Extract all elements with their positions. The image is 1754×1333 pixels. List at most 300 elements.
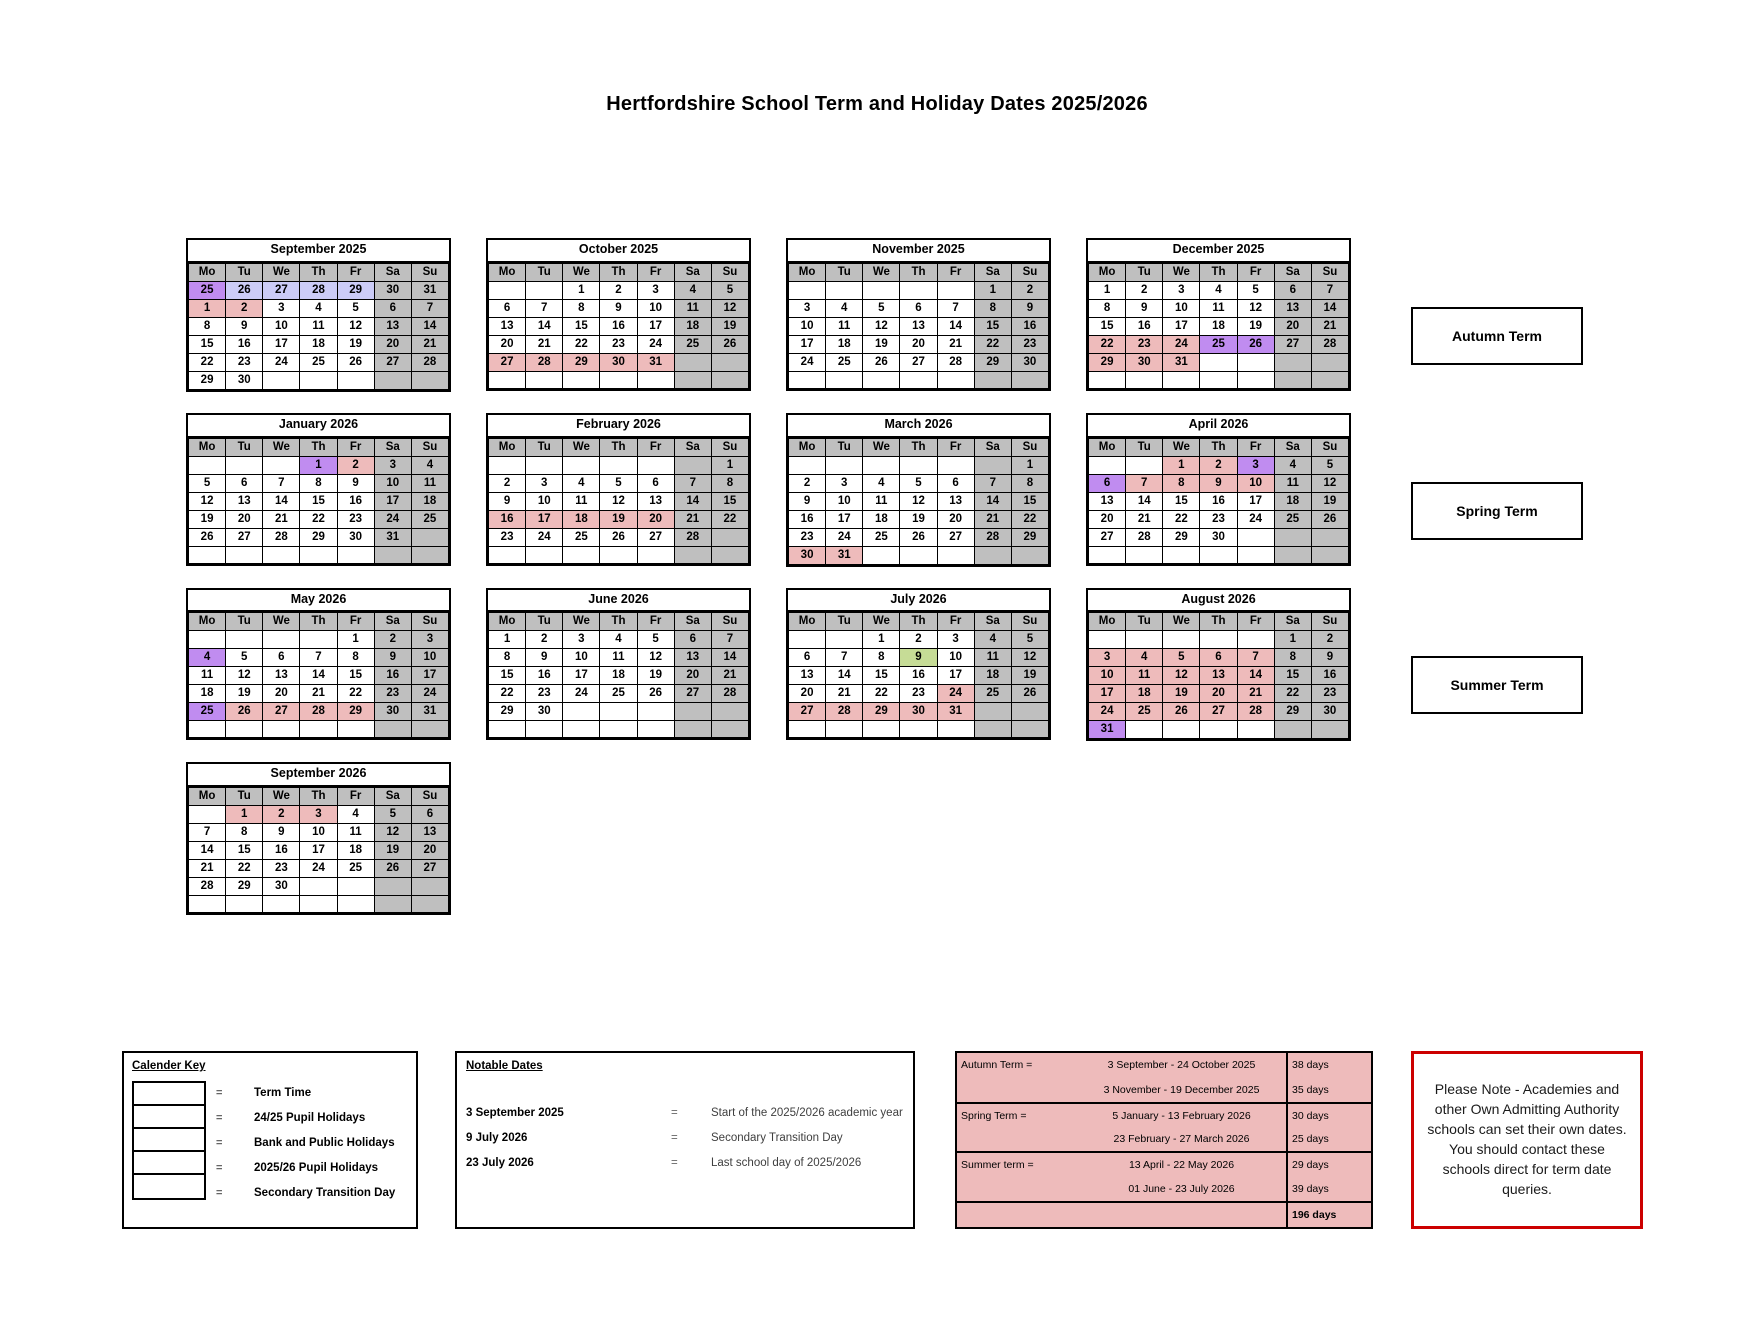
day-cell[interactable]: 9 [263, 824, 300, 842]
day-cell[interactable]: 1 [1163, 456, 1200, 474]
day-cell[interactable]: 16 [489, 510, 526, 528]
day-cell[interactable]: 16 [1011, 317, 1048, 335]
day-cell[interactable]: 31 [374, 528, 411, 546]
day-cell[interactable]: 25 [189, 703, 226, 721]
day-cell[interactable]: 7 [263, 474, 300, 492]
day-cell[interactable]: 6 [226, 474, 263, 492]
day-cell[interactable]: 3 [1163, 281, 1200, 299]
day-cell[interactable]: 24 [374, 510, 411, 528]
day-cell[interactable]: 4 [600, 631, 637, 649]
day-cell[interactable]: 3 [637, 281, 674, 299]
day-cell[interactable]: 24 [826, 528, 863, 546]
day-cell[interactable]: 18 [600, 667, 637, 685]
day-cell[interactable]: 29 [1274, 703, 1311, 721]
day-cell[interactable]: 15 [974, 317, 1011, 335]
day-cell[interactable]: 10 [826, 492, 863, 510]
day-cell[interactable]: 26 [374, 860, 411, 878]
day-cell[interactable]: 14 [1126, 492, 1163, 510]
day-cell[interactable]: 30 [900, 703, 937, 721]
day-cell[interactable]: 11 [1200, 299, 1237, 317]
day-cell[interactable]: 2 [1126, 281, 1163, 299]
day-cell[interactable]: 19 [600, 510, 637, 528]
day-cell[interactable]: 9 [1200, 474, 1237, 492]
day-cell[interactable]: 18 [1126, 685, 1163, 703]
day-cell[interactable]: 25 [1126, 703, 1163, 721]
day-cell[interactable]: 30 [337, 528, 374, 546]
day-cell[interactable]: 21 [411, 335, 448, 353]
day-cell[interactable]: 22 [489, 685, 526, 703]
day-cell[interactable]: 26 [600, 528, 637, 546]
day-cell[interactable]: 23 [263, 860, 300, 878]
day-cell[interactable]: 21 [974, 510, 1011, 528]
day-cell[interactable]: 30 [374, 281, 411, 299]
day-cell[interactable]: 27 [226, 528, 263, 546]
day-cell[interactable]: 19 [337, 335, 374, 353]
day-cell[interactable]: 1 [711, 456, 748, 474]
day-cell[interactable]: 14 [189, 842, 226, 860]
day-cell[interactable]: 5 [226, 649, 263, 667]
day-cell[interactable]: 9 [526, 649, 563, 667]
day-cell[interactable]: 28 [711, 685, 748, 703]
day-cell[interactable]: 30 [263, 878, 300, 896]
day-cell[interactable]: 2 [900, 631, 937, 649]
day-cell[interactable]: 21 [1311, 317, 1348, 335]
day-cell[interactable]: 23 [789, 528, 826, 546]
day-cell[interactable]: 9 [226, 317, 263, 335]
day-cell[interactable]: 2 [526, 631, 563, 649]
day-cell[interactable]: 2 [374, 631, 411, 649]
day-cell[interactable]: 11 [600, 649, 637, 667]
day-cell[interactable]: 20 [900, 335, 937, 353]
day-cell[interactable]: 12 [374, 824, 411, 842]
day-cell[interactable]: 24 [300, 860, 337, 878]
day-cell[interactable]: 13 [489, 317, 526, 335]
day-cell[interactable]: 14 [263, 492, 300, 510]
day-cell[interactable]: 3 [411, 631, 448, 649]
day-cell[interactable]: 7 [1237, 649, 1274, 667]
day-cell[interactable]: 1 [189, 299, 226, 317]
day-cell[interactable]: 23 [489, 528, 526, 546]
day-cell[interactable]: 19 [900, 510, 937, 528]
day-cell[interactable]: 1 [300, 456, 337, 474]
day-cell[interactable]: 7 [189, 824, 226, 842]
day-cell[interactable]: 22 [1089, 335, 1126, 353]
day-cell[interactable]: 31 [937, 703, 974, 721]
day-cell[interactable]: 9 [1311, 649, 1348, 667]
day-cell[interactable]: 17 [937, 667, 974, 685]
day-cell[interactable]: 14 [300, 667, 337, 685]
day-cell[interactable]: 9 [789, 492, 826, 510]
day-cell[interactable]: 3 [374, 456, 411, 474]
day-cell[interactable]: 22 [563, 335, 600, 353]
day-cell[interactable]: 31 [1163, 353, 1200, 371]
day-cell[interactable]: 7 [1311, 281, 1348, 299]
day-cell[interactable]: 23 [600, 335, 637, 353]
day-cell[interactable]: 26 [1311, 510, 1348, 528]
day-cell[interactable]: 1 [1011, 456, 1048, 474]
day-cell[interactable]: 27 [1200, 703, 1237, 721]
day-cell[interactable]: 16 [263, 842, 300, 860]
day-cell[interactable]: 6 [900, 299, 937, 317]
day-cell[interactable]: 17 [411, 667, 448, 685]
day-cell[interactable]: 4 [189, 649, 226, 667]
day-cell[interactable]: 19 [1237, 317, 1274, 335]
day-cell[interactable]: 28 [300, 281, 337, 299]
day-cell[interactable]: 3 [300, 806, 337, 824]
day-cell[interactable]: 26 [637, 685, 674, 703]
day-cell[interactable]: 12 [863, 317, 900, 335]
day-cell[interactable]: 10 [263, 317, 300, 335]
day-cell[interactable]: 17 [789, 335, 826, 353]
day-cell[interactable]: 4 [411, 456, 448, 474]
day-cell[interactable]: 21 [1237, 685, 1274, 703]
day-cell[interactable]: 8 [974, 299, 1011, 317]
day-cell[interactable]: 16 [1200, 492, 1237, 510]
day-cell[interactable]: 27 [789, 703, 826, 721]
day-cell[interactable]: 3 [826, 474, 863, 492]
day-cell[interactable]: 30 [526, 703, 563, 721]
day-cell[interactable]: 12 [337, 317, 374, 335]
day-cell[interactable]: 17 [263, 335, 300, 353]
day-cell[interactable]: 28 [674, 528, 711, 546]
day-cell[interactable]: 15 [563, 317, 600, 335]
day-cell[interactable]: 26 [1011, 685, 1048, 703]
day-cell[interactable]: 27 [263, 281, 300, 299]
day-cell[interactable]: 23 [900, 685, 937, 703]
day-cell[interactable]: 23 [1311, 685, 1348, 703]
day-cell[interactable]: 20 [789, 685, 826, 703]
day-cell[interactable]: 7 [300, 649, 337, 667]
day-cell[interactable]: 10 [374, 474, 411, 492]
day-cell[interactable]: 22 [226, 860, 263, 878]
day-cell[interactable]: 4 [1126, 649, 1163, 667]
day-cell[interactable]: 29 [1011, 528, 1048, 546]
day-cell[interactable]: 30 [1011, 353, 1048, 371]
day-cell[interactable]: 24 [1163, 335, 1200, 353]
day-cell[interactable]: 29 [563, 353, 600, 371]
day-cell[interactable]: 21 [826, 685, 863, 703]
day-cell[interactable]: 4 [1274, 456, 1311, 474]
day-cell[interactable]: 2 [263, 806, 300, 824]
day-cell[interactable]: 11 [826, 317, 863, 335]
day-cell[interactable]: 15 [337, 667, 374, 685]
day-cell[interactable]: 5 [711, 281, 748, 299]
day-cell[interactable]: 23 [526, 685, 563, 703]
day-cell[interactable]: 25 [974, 685, 1011, 703]
day-cell[interactable]: 12 [600, 492, 637, 510]
day-cell[interactable]: 22 [974, 335, 1011, 353]
day-cell[interactable]: 20 [674, 667, 711, 685]
day-cell[interactable]: 8 [1011, 474, 1048, 492]
day-cell[interactable]: 27 [489, 353, 526, 371]
day-cell[interactable]: 16 [526, 667, 563, 685]
day-cell[interactable]: 3 [263, 299, 300, 317]
day-cell[interactable]: 1 [974, 281, 1011, 299]
day-cell[interactable]: 15 [489, 667, 526, 685]
day-cell[interactable]: 13 [937, 492, 974, 510]
day-cell[interactable]: 25 [600, 685, 637, 703]
day-cell[interactable]: 20 [263, 685, 300, 703]
day-cell[interactable]: 4 [826, 299, 863, 317]
day-cell[interactable]: 8 [863, 649, 900, 667]
day-cell[interactable]: 6 [789, 649, 826, 667]
day-cell[interactable]: 26 [1237, 335, 1274, 353]
day-cell[interactable]: 10 [300, 824, 337, 842]
day-cell[interactable]: 4 [863, 474, 900, 492]
day-cell[interactable]: 16 [337, 492, 374, 510]
day-cell[interactable]: 13 [637, 492, 674, 510]
day-cell[interactable]: 25 [411, 510, 448, 528]
day-cell[interactable]: 11 [674, 299, 711, 317]
day-cell[interactable]: 4 [300, 299, 337, 317]
day-cell[interactable]: 22 [1163, 510, 1200, 528]
day-cell[interactable]: 9 [374, 649, 411, 667]
day-cell[interactable]: 3 [526, 474, 563, 492]
day-cell[interactable]: 31 [1089, 721, 1126, 739]
day-cell[interactable]: 2 [226, 299, 263, 317]
day-cell[interactable]: 14 [526, 317, 563, 335]
day-cell[interactable]: 6 [374, 299, 411, 317]
day-cell[interactable]: 18 [1274, 492, 1311, 510]
day-cell[interactable]: 15 [1089, 317, 1126, 335]
day-cell[interactable]: 25 [863, 528, 900, 546]
day-cell[interactable]: 20 [374, 335, 411, 353]
day-cell[interactable]: 23 [337, 510, 374, 528]
day-cell[interactable]: 22 [1011, 510, 1048, 528]
day-cell[interactable]: 29 [863, 703, 900, 721]
day-cell[interactable]: 5 [189, 474, 226, 492]
day-cell[interactable]: 12 [637, 649, 674, 667]
day-cell[interactable]: 28 [1311, 335, 1348, 353]
day-cell[interactable]: 16 [1311, 667, 1348, 685]
day-cell[interactable]: 14 [974, 492, 1011, 510]
day-cell[interactable]: 2 [489, 474, 526, 492]
day-cell[interactable]: 3 [1089, 649, 1126, 667]
day-cell[interactable]: 5 [1163, 649, 1200, 667]
day-cell[interactable]: 1 [489, 631, 526, 649]
day-cell[interactable]: 23 [1126, 335, 1163, 353]
day-cell[interactable]: 10 [789, 317, 826, 335]
day-cell[interactable]: 15 [1011, 492, 1048, 510]
day-cell[interactable]: 25 [337, 860, 374, 878]
day-cell[interactable]: 6 [411, 806, 448, 824]
day-cell[interactable]: 12 [1163, 667, 1200, 685]
day-cell[interactable]: 18 [974, 667, 1011, 685]
day-cell[interactable]: 27 [374, 353, 411, 371]
day-cell[interactable]: 11 [337, 824, 374, 842]
day-cell[interactable]: 29 [974, 353, 1011, 371]
day-cell[interactable]: 23 [1011, 335, 1048, 353]
day-cell[interactable]: 4 [1200, 281, 1237, 299]
day-cell[interactable]: 21 [263, 510, 300, 528]
day-cell[interactable]: 10 [411, 649, 448, 667]
day-cell[interactable]: 13 [374, 317, 411, 335]
day-cell[interactable]: 15 [1163, 492, 1200, 510]
day-cell[interactable]: 28 [1126, 528, 1163, 546]
day-cell[interactable]: 21 [189, 860, 226, 878]
day-cell[interactable]: 7 [937, 299, 974, 317]
day-cell[interactable]: 8 [1089, 299, 1126, 317]
day-cell[interactable]: 10 [937, 649, 974, 667]
day-cell[interactable]: 2 [600, 281, 637, 299]
day-cell[interactable]: 9 [489, 492, 526, 510]
day-cell[interactable]: 7 [974, 474, 1011, 492]
day-cell[interactable]: 25 [300, 353, 337, 371]
day-cell[interactable]: 14 [937, 317, 974, 335]
day-cell[interactable]: 20 [937, 510, 974, 528]
day-cell[interactable]: 13 [789, 667, 826, 685]
day-cell[interactable]: 24 [411, 685, 448, 703]
day-cell[interactable]: 29 [189, 371, 226, 389]
day-cell[interactable]: 20 [489, 335, 526, 353]
day-cell[interactable]: 17 [374, 492, 411, 510]
day-cell[interactable]: 3 [789, 299, 826, 317]
day-cell[interactable]: 26 [226, 281, 263, 299]
day-cell[interactable]: 28 [526, 353, 563, 371]
day-cell[interactable]: 15 [300, 492, 337, 510]
day-cell[interactable]: 20 [226, 510, 263, 528]
day-cell[interactable]: 20 [411, 842, 448, 860]
day-cell[interactable]: 28 [411, 353, 448, 371]
day-cell[interactable]: 16 [789, 510, 826, 528]
day-cell[interactable]: 18 [189, 685, 226, 703]
day-cell[interactable]: 29 [1163, 528, 1200, 546]
day-cell[interactable]: 13 [1200, 667, 1237, 685]
day-cell[interactable]: 8 [489, 649, 526, 667]
day-cell[interactable]: 5 [900, 474, 937, 492]
day-cell[interactable]: 13 [411, 824, 448, 842]
day-cell[interactable]: 20 [637, 510, 674, 528]
day-cell[interactable]: 28 [1237, 703, 1274, 721]
day-cell[interactable]: 17 [1237, 492, 1274, 510]
day-cell[interactable]: 27 [637, 528, 674, 546]
day-cell[interactable]: 11 [563, 492, 600, 510]
day-cell[interactable]: 13 [900, 317, 937, 335]
day-cell[interactable]: 7 [674, 474, 711, 492]
day-cell[interactable]: 27 [1089, 528, 1126, 546]
day-cell[interactable]: 19 [711, 317, 748, 335]
day-cell[interactable]: 24 [789, 353, 826, 371]
day-cell[interactable]: 1 [337, 631, 374, 649]
day-cell[interactable]: 26 [900, 528, 937, 546]
day-cell[interactable]: 27 [411, 860, 448, 878]
day-cell[interactable]: 13 [226, 492, 263, 510]
day-cell[interactable]: 22 [300, 510, 337, 528]
day-cell[interactable]: 15 [711, 492, 748, 510]
day-cell[interactable]: 17 [1089, 685, 1126, 703]
day-cell[interactable]: 15 [226, 842, 263, 860]
day-cell[interactable]: 9 [600, 299, 637, 317]
day-cell[interactable]: 14 [826, 667, 863, 685]
day-cell[interactable]: 2 [1200, 456, 1237, 474]
day-cell[interactable]: 26 [711, 335, 748, 353]
day-cell[interactable]: 11 [863, 492, 900, 510]
day-cell[interactable]: 24 [937, 685, 974, 703]
day-cell[interactable]: 13 [1089, 492, 1126, 510]
day-cell[interactable]: 24 [563, 685, 600, 703]
day-cell[interactable]: 25 [674, 335, 711, 353]
day-cell[interactable]: 28 [263, 528, 300, 546]
day-cell[interactable]: 18 [411, 492, 448, 510]
day-cell[interactable]: 8 [226, 824, 263, 842]
day-cell[interactable]: 26 [337, 353, 374, 371]
day-cell[interactable]: 31 [411, 281, 448, 299]
day-cell[interactable]: 25 [1200, 335, 1237, 353]
day-cell[interactable]: 7 [1126, 474, 1163, 492]
day-cell[interactable]: 3 [937, 631, 974, 649]
day-cell[interactable]: 16 [900, 667, 937, 685]
day-cell[interactable]: 21 [674, 510, 711, 528]
day-cell[interactable]: 19 [1011, 667, 1048, 685]
day-cell[interactable]: 9 [337, 474, 374, 492]
day-cell[interactable]: 8 [1274, 649, 1311, 667]
day-cell[interactable]: 16 [600, 317, 637, 335]
day-cell[interactable]: 19 [226, 685, 263, 703]
day-cell[interactable]: 5 [1237, 281, 1274, 299]
day-cell[interactable]: 9 [1126, 299, 1163, 317]
day-cell[interactable]: 1 [1274, 631, 1311, 649]
day-cell[interactable]: 18 [563, 510, 600, 528]
day-cell[interactable]: 19 [374, 842, 411, 860]
day-cell[interactable]: 17 [826, 510, 863, 528]
day-cell[interactable]: 6 [489, 299, 526, 317]
day-cell[interactable]: 23 [374, 685, 411, 703]
day-cell[interactable]: 4 [563, 474, 600, 492]
day-cell[interactable]: 20 [1200, 685, 1237, 703]
day-cell[interactable]: 11 [300, 317, 337, 335]
day-cell[interactable]: 10 [526, 492, 563, 510]
day-cell[interactable]: 1 [563, 281, 600, 299]
day-cell[interactable]: 21 [937, 335, 974, 353]
day-cell[interactable]: 11 [1274, 474, 1311, 492]
day-cell[interactable]: 2 [789, 474, 826, 492]
day-cell[interactable]: 16 [374, 667, 411, 685]
day-cell[interactable]: 22 [863, 685, 900, 703]
day-cell[interactable]: 8 [563, 299, 600, 317]
day-cell[interactable]: 24 [1237, 510, 1274, 528]
day-cell[interactable]: 14 [1237, 667, 1274, 685]
day-cell[interactable]: 26 [1163, 703, 1200, 721]
day-cell[interactable]: 29 [226, 878, 263, 896]
day-cell[interactable]: 7 [711, 631, 748, 649]
day-cell[interactable]: 17 [526, 510, 563, 528]
day-cell[interactable]: 31 [826, 546, 863, 564]
day-cell[interactable]: 6 [637, 474, 674, 492]
day-cell[interactable]: 17 [1163, 317, 1200, 335]
day-cell[interactable]: 14 [711, 649, 748, 667]
day-cell[interactable]: 15 [189, 335, 226, 353]
day-cell[interactable]: 13 [674, 649, 711, 667]
day-cell[interactable]: 5 [637, 631, 674, 649]
day-cell[interactable]: 19 [863, 335, 900, 353]
day-cell[interactable]: 30 [226, 371, 263, 389]
day-cell[interactable]: 1 [863, 631, 900, 649]
day-cell[interactable]: 16 [1126, 317, 1163, 335]
day-cell[interactable]: 27 [1274, 335, 1311, 353]
day-cell[interactable]: 22 [189, 353, 226, 371]
day-cell[interactable]: 22 [711, 510, 748, 528]
day-cell[interactable]: 24 [637, 335, 674, 353]
day-cell[interactable]: 30 [789, 546, 826, 564]
day-cell[interactable]: 29 [489, 703, 526, 721]
day-cell[interactable]: 14 [674, 492, 711, 510]
day-cell[interactable]: 28 [974, 528, 1011, 546]
day-cell[interactable]: 28 [189, 878, 226, 896]
day-cell[interactable]: 27 [263, 703, 300, 721]
day-cell[interactable]: 6 [1274, 281, 1311, 299]
day-cell[interactable]: 24 [1089, 703, 1126, 721]
day-cell[interactable]: 25 [189, 281, 226, 299]
